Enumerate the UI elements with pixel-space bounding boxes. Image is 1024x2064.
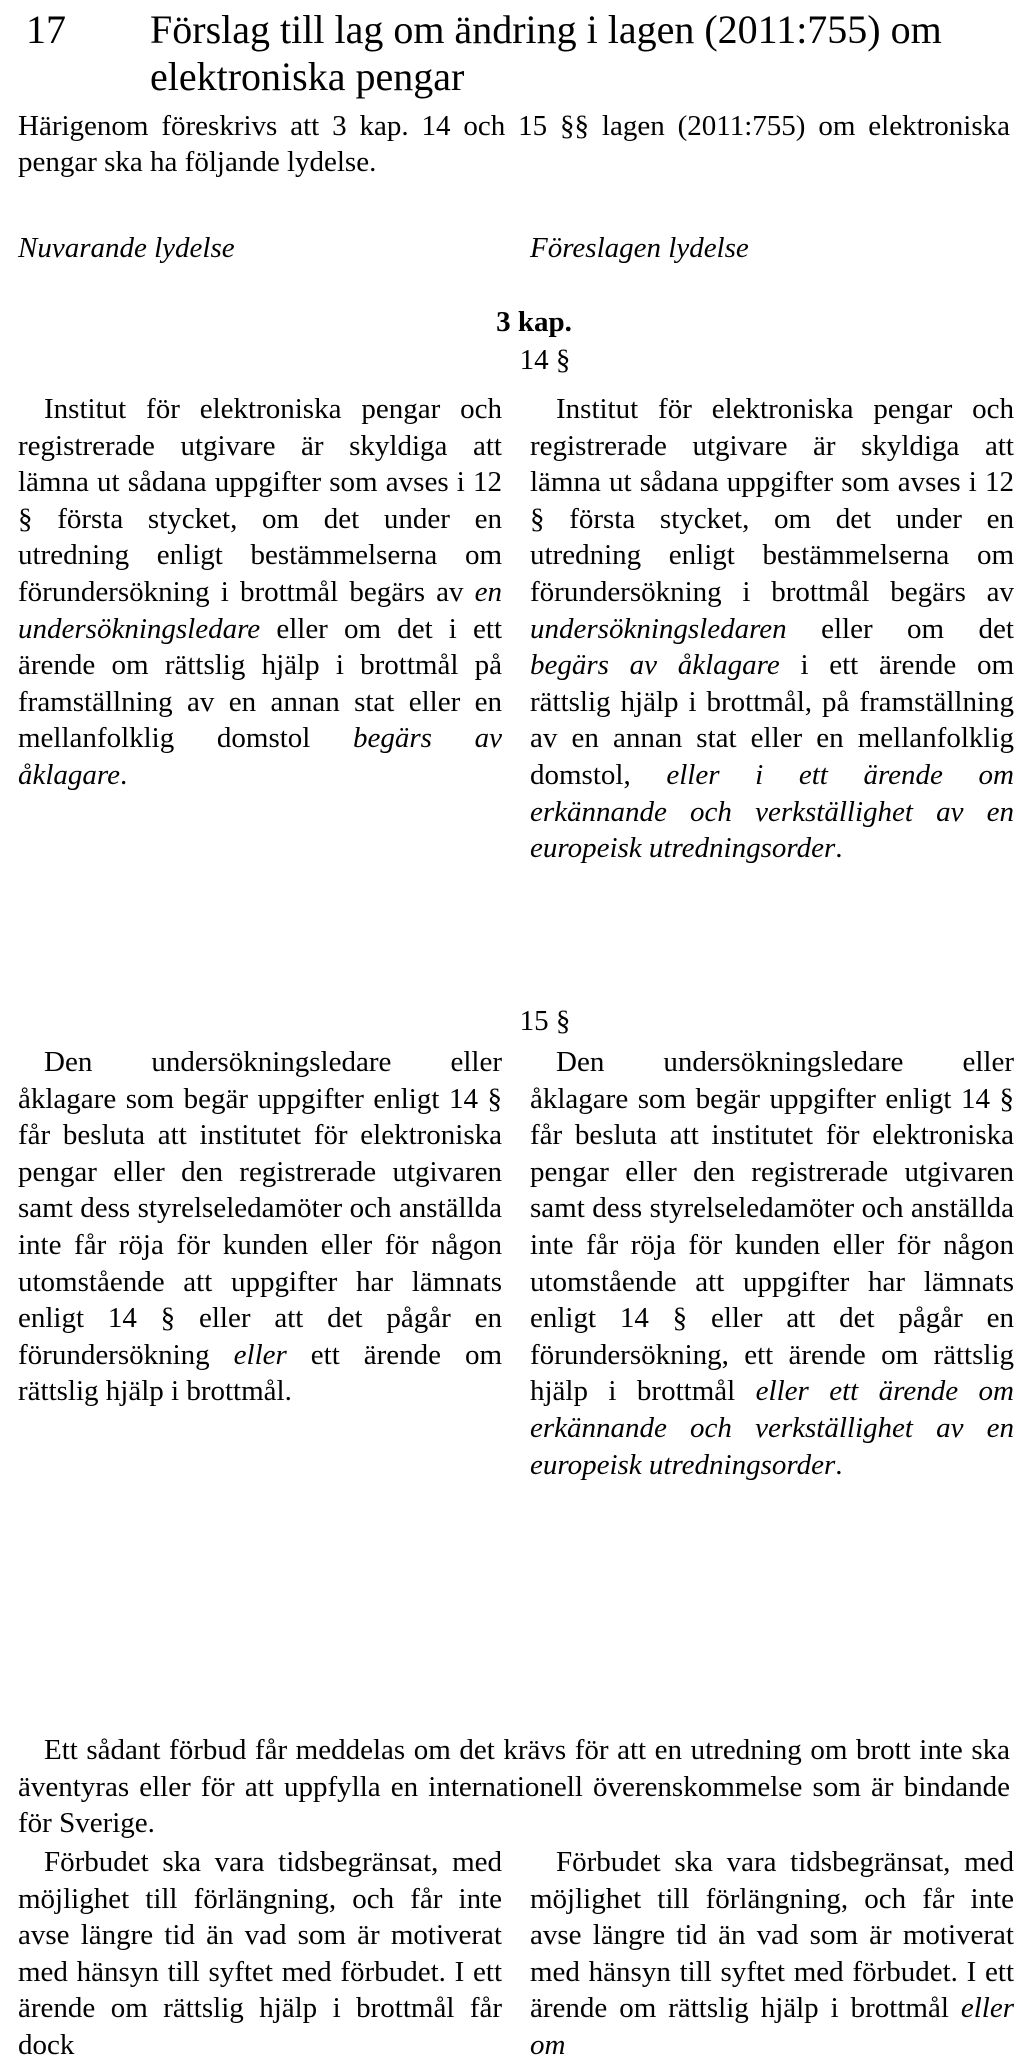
section-14-proposed-text: Institut för elektroniska pengar och registrerade utgivare är skyldiga att lämna ut sådana uppgifter som avses i 12 § första stycket, om det under en utredning enligt bestämmelserna om förundersökning i brottmål begärs av undersökningsledaren eller om det begärs av åklagare i ett ärende om rättslig hjälp i brottmål, på framställning av en annan stat eller en mellanfolklig domstol, eller i ett ärende om erkännande och verkställighet av en europeisk utredningsorder.: [530, 393, 1015, 865]
section-15-current-third-paragraph: Förbudet ska vara tidsbegränsat, med möjlighet till förlängning, och får inte avse längre tid än vad som är motiverat med hänsyn till syftet med förbudet. I ett ärende om rättslig hjälp i brottmål får dock: [18, 1846, 502, 2061]
chapter-label: 3 kap.: [496, 306, 572, 338]
section-15-proposed-third-paragraph: Förbudet ska vara tidsbegränsat, med möjlighet till förlängning, och får inte avse längre tid än vad som är motiverat med hänsyn till syftet med förbudet. I ett ärende om rättslig hjälp i brottmål eller om: [530, 1846, 1014, 2061]
section-title: Förslag till lag om ändring i lagen (2011:755) om elektroniska pengar: [150, 7, 942, 99]
section-14-current-text: Institut för elektroniska pengar och registrerade utgivare är skyldiga att lämna ut sådana uppgifter som avses i 12 § första stycket, om det under en utredning enligt bestämmelserna om förundersökning i brottmål begärs av en undersökningsledare eller om det i ett ärende om rättslig hjälp i brottmål på framställning av en annan stat eller en mellanfolklig domstol begärs av åklagare.: [18, 393, 502, 791]
proposed-wording-header: Föreslagen lydelse: [530, 232, 749, 264]
intro-paragraph: Härigenom föreskrivs att 3 kap. 14 och 15 §§ lagen (2011:755) om elektroniska pengar ska ha följande lydelse.: [18, 110, 1010, 178]
current-wording-header: Nuvarande lydelse: [18, 232, 235, 264]
section-14-label: 14 §: [519, 344, 571, 376]
section-15-current-text: Den undersökningsledare eller åklagare som begär uppgifter enligt 14 § får besluta att institutet för elektroniska pengar eller den registrerade utgivaren samt dess styrelseledamöter och anställda inte får röja för kunden eller för någon utomstående att uppgifter har lämnats enligt 14 § eller att det pågår en förundersökning eller ett ärende om rättslig hjälp i brottmål.: [18, 1046, 502, 1408]
section-number: 17: [26, 7, 66, 52]
section-15-proposed-text: Den undersökningsledare eller åklagare som begär uppgifter enligt 14 § får besluta att institutet för elektroniska pengar eller den registrerade utgivaren samt dess styrelseledamöter och anställda inte får röja för kunden eller för någon utomstående att uppgifter har lämnats enligt 14 § eller att det pågår en förundersökning, ett ärende om rättslig hjälp i brottmål eller ett ärende om erkännande och verkställighet av en europeisk utredningsorder.: [530, 1046, 1014, 1481]
shared-paragraph: Ett sådant förbud får meddelas om det krävs för att en utredning om brott inte ska äventyras eller för att uppfylla en internationell överenskommelse som är bindande för Sverige.: [18, 1734, 1010, 1840]
section-15-label: 15 §: [519, 1005, 571, 1037]
